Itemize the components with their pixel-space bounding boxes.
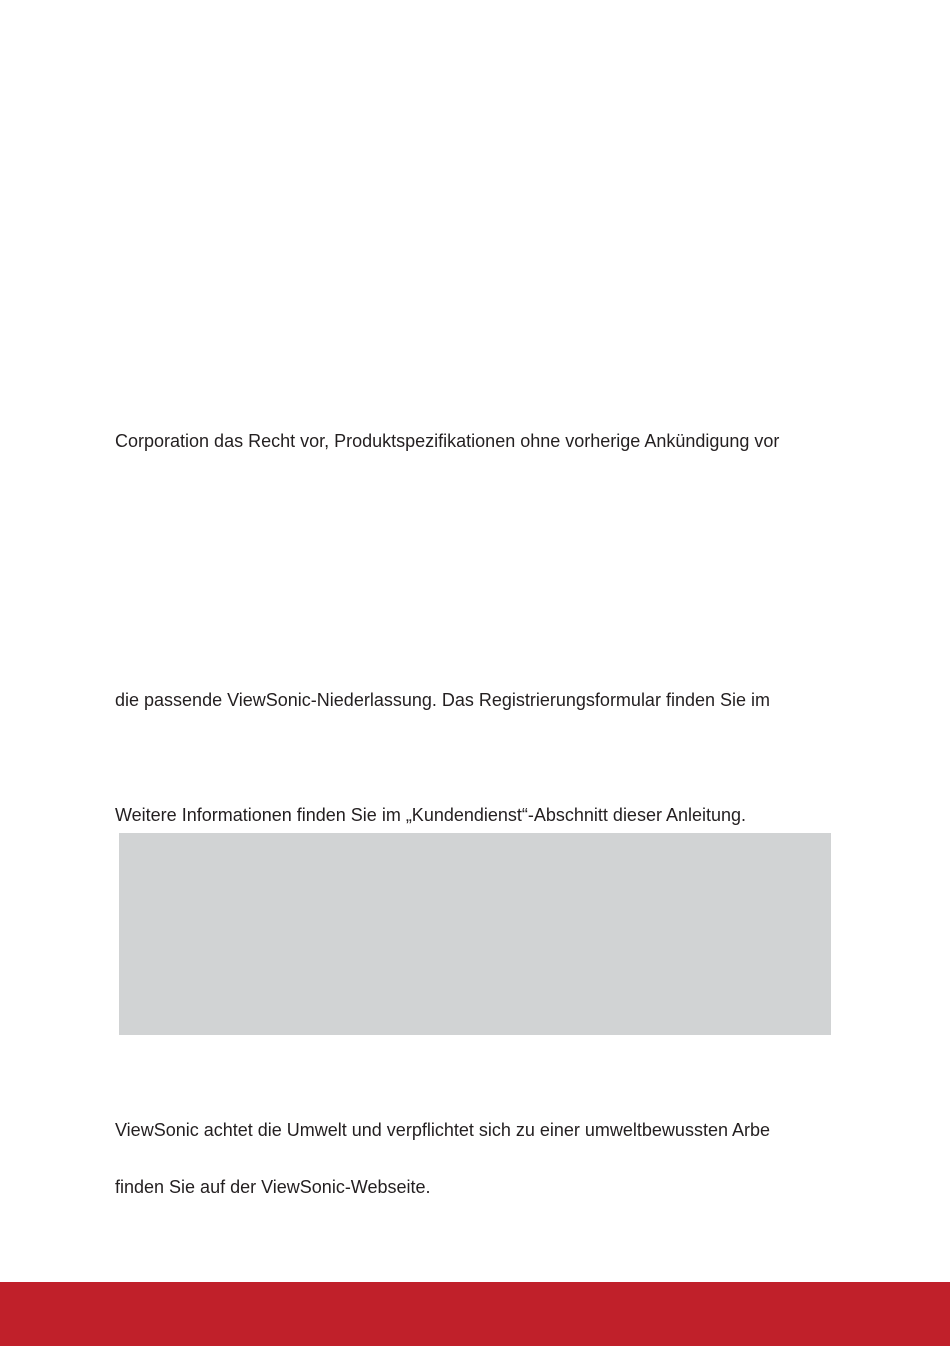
footer-bar <box>0 1282 950 1346</box>
text-line-registration: die passende ViewSonic-Niederlassung. Das Registrierungsformular finden Sie im <box>115 690 770 710</box>
text-line-environment: ViewSonic achtet die Umwelt und verpflichtet sich zu einer umweltbewussten Arbe <box>115 1120 770 1140</box>
gray-info-box <box>119 833 831 1035</box>
text-line-customer-service: Weitere Informationen finden Sie im „Kundendienst“-Abschnitt dieser Anleitung. <box>115 805 747 825</box>
text-line-website: finden Sie auf der ViewSonic-Webseite. <box>115 1177 431 1197</box>
text-line-specifications: Corporation das Recht vor, Produktspezifikationen ohne vorherige Ankündigung vor <box>115 431 780 451</box>
